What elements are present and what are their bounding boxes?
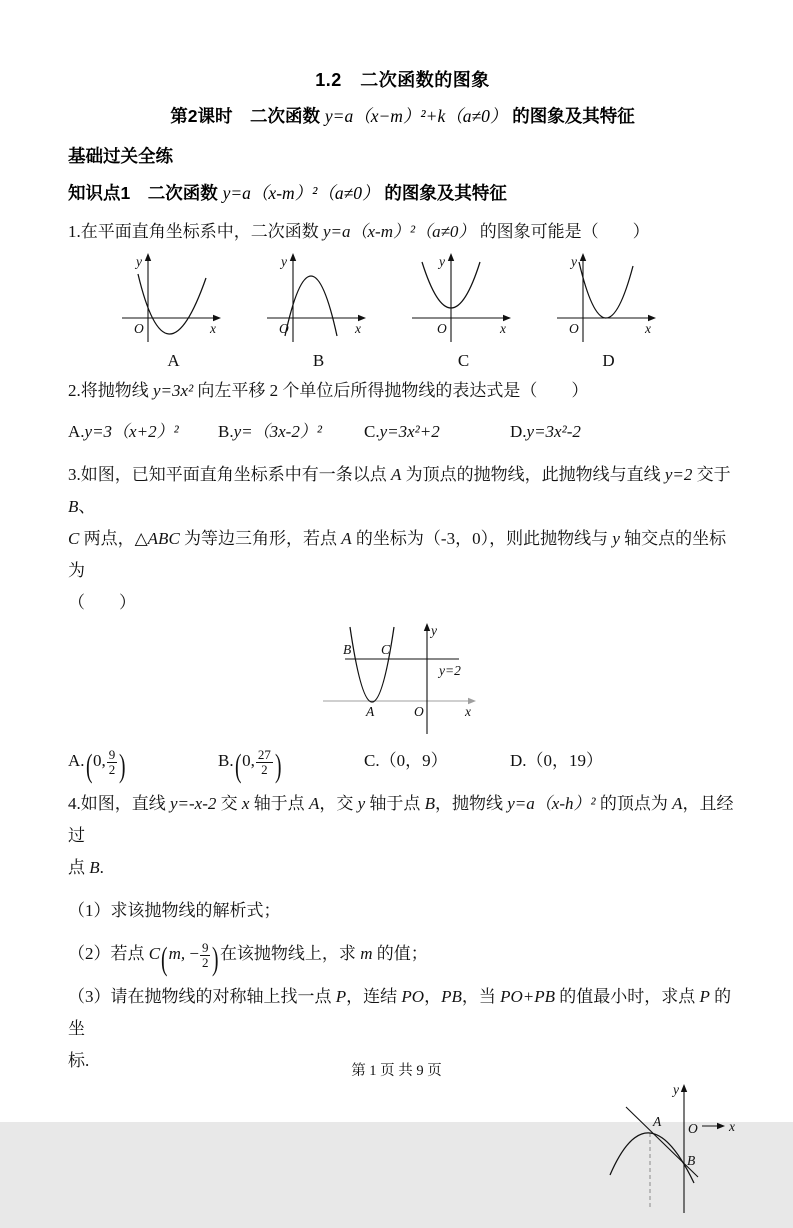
q1-graph-c [406, 250, 521, 350]
question-1-text: 1.在平面直角坐标系中，二次函数 y=a（x-m）²（a≠0） 的图象可能是（ ） [68, 222, 650, 241]
question-4-sub2: （2）若点 C(m, − $\frac{9}{2}$ )在该抛物线上，求 m 的值； [68, 940, 428, 977]
q3-option-c: C.（0，9） [364, 750, 448, 770]
page-title: 1.2 二次函数的图象 [315, 70, 490, 90]
origin-label: O [414, 703, 424, 719]
point-b-label: B [687, 1152, 696, 1168]
knowledge-point-1-heading: 知识点1 二次函数 y=a（x-m）²（a≠0） 的图象及其特征 [68, 183, 507, 203]
x-axis-label: x [210, 320, 216, 336]
question-3-text-line2: C 两点，△ABC 为等边三角形，若点 A 的坐标为（-3，0），则此抛物线与 y 轴交点的坐标为 [68, 529, 727, 581]
question-1-option-d-figure [551, 250, 666, 371]
origin-label: O [279, 320, 289, 336]
question-4-text-line2: 点 B. [68, 858, 104, 878]
graph-a-caption: A [167, 350, 180, 370]
section-heading-basic-practice: 基础过关全练 [68, 146, 173, 166]
q2-option-b: B.y=（3x-2）² [218, 421, 322, 441]
x-axis-label: x [465, 703, 471, 719]
point-b-label: B [343, 641, 352, 657]
y-axis-label: y [439, 253, 445, 269]
question-3-figure-wrap [68, 621, 737, 736]
y-axis-label: y [281, 253, 287, 269]
question-1-graph-row [116, 250, 737, 371]
line-y2-label: y=2 [439, 662, 461, 678]
origin-label: O [437, 320, 447, 336]
origin-label: O [688, 1120, 698, 1136]
question-4-figure-wrap [596, 1081, 737, 1223]
x-axis-label: x [355, 320, 361, 336]
lesson-subtitle: 第2课时 二次函数 y=a（x−m）²+k（a≠0） 的图象及其特征 [170, 106, 635, 126]
question-1-option-c-figure [406, 250, 521, 371]
point-a-label: A [366, 703, 375, 719]
q1-graph-b [261, 250, 376, 350]
y-axis-label: y [571, 253, 577, 269]
page-footer: 第 1 页 共 9 页 [351, 1063, 442, 1079]
q4-graph [596, 1081, 751, 1223]
question-4-text-line1: 4.如图，直线 y=-x-2 交 x 轴于点 A，交 y 轴于点 B，抛物线 y=a（x-h）² 的顶点为 A，且经过 [68, 794, 734, 846]
q3-option-b: B.(0, $\frac{27}{2}$ ) [218, 747, 282, 784]
y-axis-label: y [431, 622, 437, 638]
question-2-text: 2.将抛物线 y=3x² 向左平移 2 个单位后所得抛物线的表达式是（ ） [68, 380, 589, 400]
q1-graph-d [551, 250, 666, 350]
x-axis-label: x [500, 320, 506, 336]
origin-label: O [134, 320, 144, 336]
y-axis-label: y [136, 253, 142, 269]
q2-option-a: A.y=3（x+2）² [68, 421, 179, 441]
question-4-sub3: （3）请在抛物线的对称轴上找一点 P，连结 PO，PB，当 PO+PB 的值最小时，求点 P 的坐 [68, 987, 732, 1038]
point-a-label: A [653, 1113, 662, 1129]
q3-option-d: D.（0，19） [510, 750, 604, 770]
x-axis-label: x [729, 1118, 735, 1134]
q1-graph-a [116, 250, 231, 350]
graph-b-caption: B [312, 350, 325, 370]
q3-option-a: A.(0, $\frac{9}{2}$ ) [68, 747, 126, 784]
question-2-options [68, 416, 737, 448]
graph-c-caption: C [457, 350, 470, 370]
origin-label: O [569, 320, 579, 336]
y-axis-label: y [673, 1081, 679, 1097]
question-1-option-a-figure [116, 250, 231, 371]
question-3-text-line1: 3.如图，已知平面直角坐标系中有一条以点 A 为顶点的抛物线，此抛物线与直线 y=2 交于 B、 [68, 465, 731, 517]
question-4-sub1: （1）求该抛物线的解析式； [68, 901, 281, 921]
question-4-sub3-end: 标. [68, 1050, 90, 1070]
question-3-options [68, 745, 737, 784]
question-3-answer-blank: （ ） [68, 593, 136, 613]
worksheet-content [68, 66, 737, 1223]
q2-option-c: C.y=3x²+2 [364, 421, 440, 441]
q2-option-d: D.y=3x²-2 [510, 421, 581, 441]
point-c-label: C [381, 641, 391, 657]
x-axis-label: x [645, 320, 651, 336]
q3-graph [315, 621, 490, 736]
graph-d-caption: D [602, 350, 615, 370]
question-1-option-b-figure [261, 250, 376, 371]
